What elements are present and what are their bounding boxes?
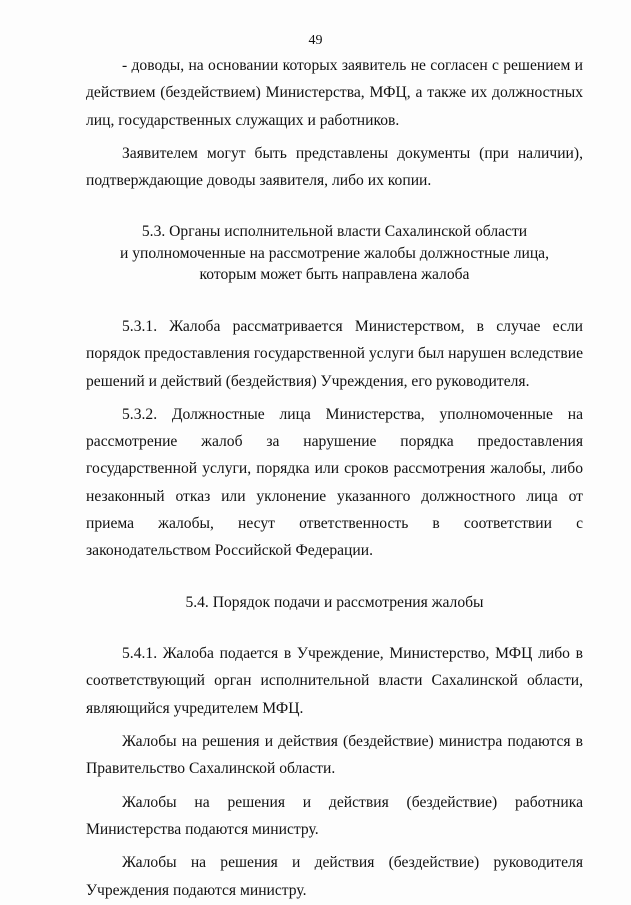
page-number: 49 (308, 33, 323, 48)
paragraph-supporting-documents: Заявителем могут быть представлены документы (при наличии), подтверждающие доводы заявителя, либо их копии. (86, 144, 583, 190)
paragraph-5-3-1: 5.3.1. Жалоба рассматривается Министерством, в случае если порядок предоставления государственной услуги был нарушен вследствие решений и действий (бездействия) Учреждения, его руководителя. (86, 317, 583, 390)
section-heading-5-3 (86, 221, 583, 286)
paragraph-employee-complaints: Жалобы на решения и действия (бездействие) работника Министерства подаются министру. (86, 793, 583, 838)
paragraph-5-4-1: 5.4.1. Жалоба подается в Учреждение, Министерство, МФЦ либо в соответствующий орган исполнительной власти Сахалинской области, являющийся учредителем МФЦ. (86, 645, 583, 717)
heading-line: 5.3. Органы исполнительной власти Сахалинской области (141, 223, 528, 241)
document-body (86, 52, 583, 904)
paragraph-arguments: - доводы, на основании которых заявитель не согласен с решением и действием (бездействием) Министерства, МФЦ, а также их должностных лиц, государственных служащих и работников. (86, 57, 583, 129)
heading-line: 5.4. Порядок подачи и рассмотрения жалобы (185, 593, 484, 611)
section-heading-5-4 (86, 592, 583, 614)
heading-line: и уполномоченные на рассмотрение жалобы должностные лица, (119, 244, 550, 262)
heading-line: которым может быть направлена жалоба (199, 266, 470, 284)
paragraph-head-complaints: Жалобы на решения и действия (бездействие) руководителя Учреждения подаются министру. (86, 854, 583, 899)
paragraph-minister-complaints: Жалобы на решения и действия (бездействие) министра подаются в Правительство Сахалинской области. (86, 733, 583, 778)
paragraph-5-3-2: 5.3.2. Должностные лица Министерства, уполномоченные на рассмотрение жалоб за нарушение порядка предоставления государственной услуги, порядка или сроков рассмотрения жалобы, либо незаконный отказ или уклонение указанного должностного лица от приема жалобы, несут ответственность в соответствии с законодательством Российской Федерации. (86, 405, 583, 560)
